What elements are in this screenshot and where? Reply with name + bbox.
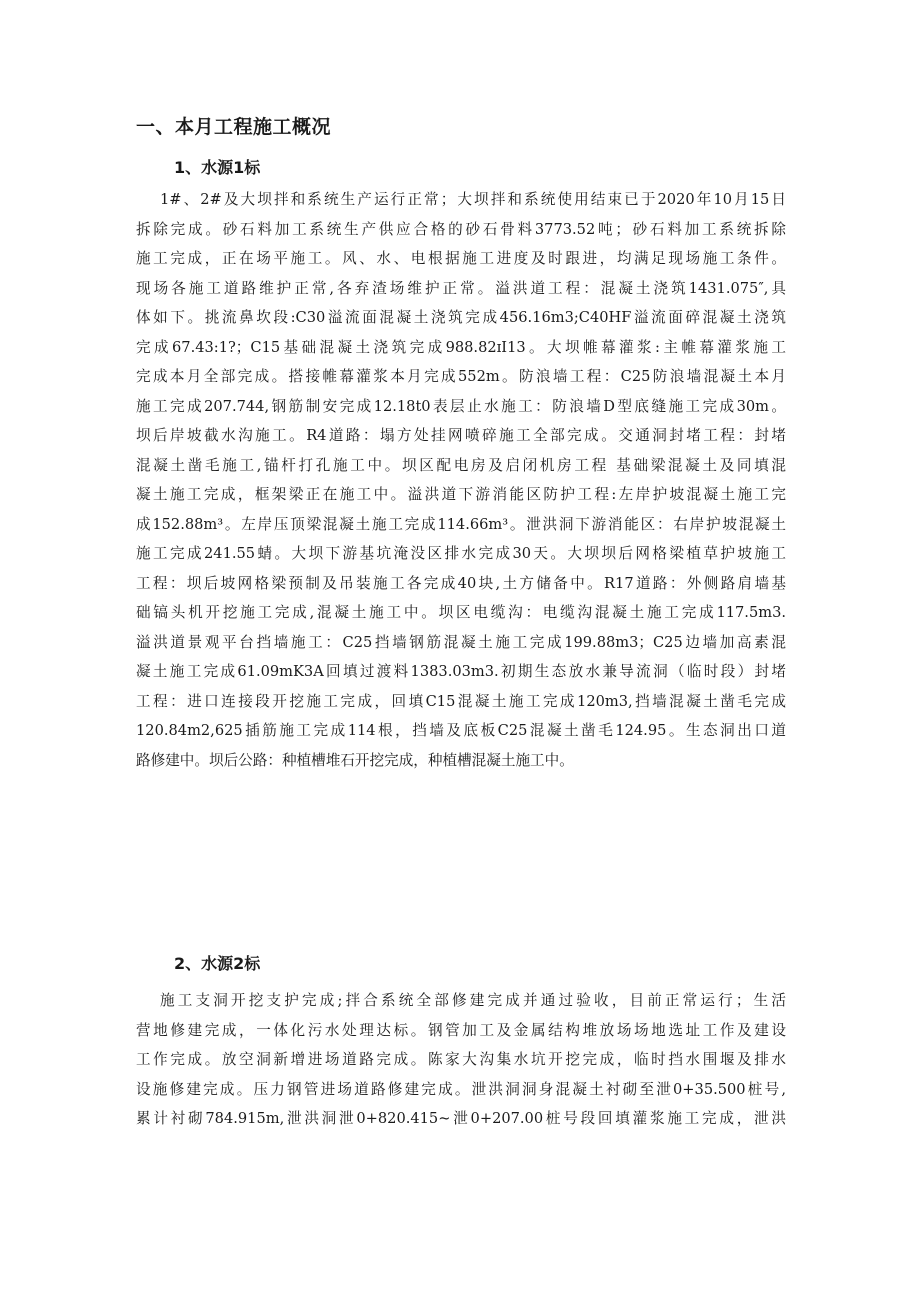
- section-2-paragraph: [136, 986, 786, 1134]
- paragraph-line: 体如下。挑流鼻坎段:C30溢流面混凝土浇筑完成456.16m3;C40HF溢流面碎混凝土浇筑: [136, 309, 786, 326]
- paragraph-line: 坝后岸坡截水沟施工。R4道路：塌方处挂网喷碎施工全部完成。交通洞封堵工程：封堵: [136, 427, 786, 444]
- paragraph-line: 施工支洞开挖支护完成;拌合系统全部修建完成并通过验收，目前正常运行；生活: [160, 992, 786, 1009]
- paragraph-line: 拆除完成。砂石料加工系统生产供应合格的砂石骨料3773.52吨；砂石料加工系统拆除: [136, 220, 786, 238]
- paragraph-line: 施工完成207.744,钢筋制安完成12.18t0表层止水施工：防浪墙D型底缝施工完成30m。: [136, 397, 786, 415]
- paragraph-line: 溢洪道景观平台挡墙施工：C25挡墙钢筋混凝土施工完成199.88m3；C25边墙加高素混: [136, 633, 786, 651]
- section-title-2: 2、水源2标: [174, 954, 261, 973]
- paragraph-line: 设施修建完成。压力钢管进场道路修建完成。泄洪洞洞身混凝土衬砌至泄0+35.500桩号,: [136, 1080, 786, 1098]
- paragraph-line: 完成67.43:1?；C15基础混凝土浇筑完成988.82ɪI13。大坝帷幕灌浆:主帷幕灌浆施工: [136, 338, 786, 356]
- section-1-paragraph: [136, 185, 786, 775]
- paragraph-line: 混凝土凿毛施工,锚杆打孔施工中。坝区配电房及启闭机房工程 基础梁混凝土及同填混: [136, 456, 786, 474]
- document-heading: 一、本月工程施工概况: [136, 116, 332, 138]
- paragraph-line: 1#、2#及大坝拌和系统生产运行正常；大坝拌和系统使用结束已于2020年10月15日: [160, 191, 786, 208]
- paragraph-line: 工程：坝后坡网格梁预制及吊装施工各完成40块,土方储备中。R17道路：外侧路肩墙基: [136, 574, 786, 592]
- paragraph-line: 成152.88m³。左岸压顶梁混凝土施工完成114.66m³。泄洪洞下游消能区：右岸护坡混凝土: [136, 515, 786, 533]
- paragraph-line: 工程：进口连接段开挖施工完成，回填C15混凝土施工完成120m3,挡墙混凝土凿毛完成: [136, 692, 786, 710]
- paragraph-line: 120.84m2,625插筋施工完成114根，挡墙及底板C25混凝土凿毛124.95。生态洞出口道: [136, 722, 786, 739]
- paragraph-line: 施工完成，正在场平施工。风、水、电根据施工进度及时跟进，均满足现场施工条件。: [136, 250, 786, 267]
- paragraph-line: 施工完成241.55蜻。大坝下游基坑淹没区排水完成30天。大坝坝后网格梁植草护坡施工: [136, 545, 786, 562]
- paragraph-line: 工作完成。放空洞新增进场道路完成。陈家大沟集水坑开挖完成，临时挡水围堰及排水: [136, 1051, 786, 1068]
- paragraph-line: 础镐头机开挖施工完成,混凝土施工中。坝区电缆沟：电缆沟混凝土施工完成117.5m3.: [136, 604, 786, 621]
- paragraph-line: 凝土施工完成61.09mK3A回填过渡料1383.03m3.初期生态放水兼导流洞（临时段）封堵: [136, 663, 786, 680]
- paragraph-line: 路修建中。坝后公路：种植槽堆石开挖完成，种植槽混凝土施工中。: [136, 751, 574, 769]
- paragraph-line: 完成本月全部完成。搭接帷幕灌浆本月完成552m。防浪墙工程：C25防浪墙混凝土本月: [136, 368, 786, 385]
- section-title-1: 1、水源1标: [174, 158, 261, 177]
- paragraph-line: 营地修建完成，一体化污水处理达标。钢管加工及金属结构堆放场场地选址工作及建设: [136, 1021, 786, 1039]
- paragraph-line: 累计衬砌784.915m,泄洪洞泄0+820.415~泄0+207.00桩号段回填灌浆施工完成，泄洪: [136, 1110, 786, 1127]
- paragraph-line: 凝土施工完成，框架梁正在施工中。溢洪道下游消能区防护工程:左岸护坡混凝土施工完: [136, 486, 786, 503]
- paragraph-line: 现场各施工道路维护正常,各弃渣场维护正常。溢洪道工程：混凝土浇筑1431.075″,具: [136, 279, 786, 297]
